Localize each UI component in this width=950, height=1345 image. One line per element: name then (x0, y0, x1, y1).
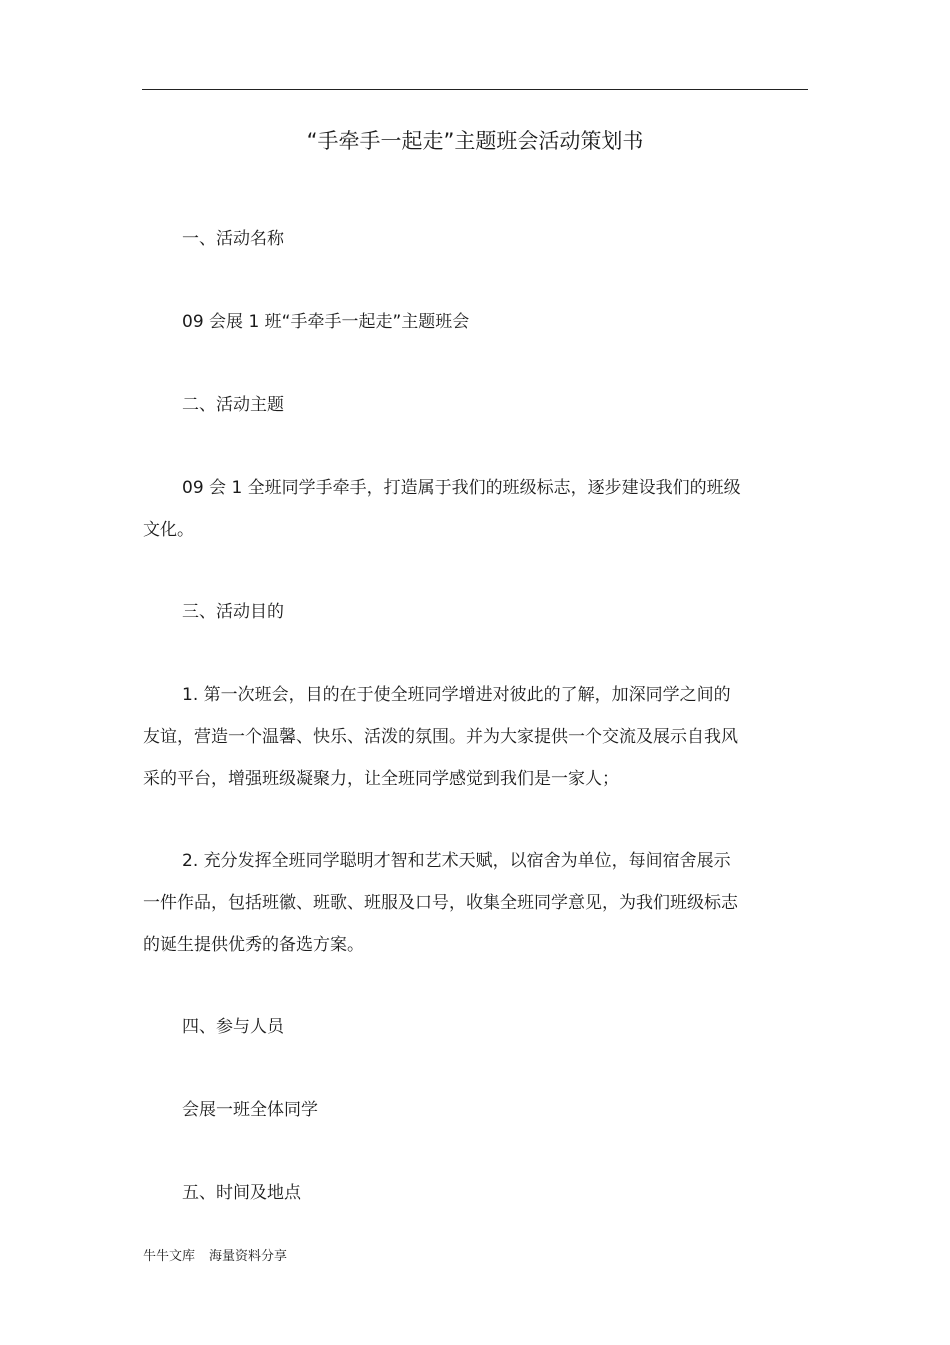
paragraph-line: 会展一班全体同学 (182, 1100, 318, 1120)
header-rule (142, 89, 808, 90)
section-heading-activity-purpose: 三、活动目的 (182, 602, 284, 622)
paragraph-line: 一件作品，包括班徽、班歌、班服及口号，收集全班同学意见，为我们班级标志 (143, 893, 738, 913)
section-heading-participants: 四、参与人员 (182, 1017, 284, 1037)
section-heading-activity-name: 一、活动名称 (182, 229, 284, 249)
paragraph-line: 友谊，营造一个温馨、快乐、活泼的氛围。并为大家提供一个交流及展示自我风 (143, 727, 738, 747)
footer-site-name: 牛牛文库 (143, 1249, 196, 1264)
paragraph-line: 文化。 (143, 520, 194, 540)
footer-slogan: 海量资料分享 (209, 1249, 288, 1264)
paragraph-line: 2. 充分发挥全班同学聪明才智和艺术天赋，以宿舍为单位，每间宿舍展示 (182, 851, 731, 871)
document-title: “手牵手一起走”主题班会活动策划书 (306, 129, 644, 153)
section-heading-time-and-place: 五、时间及地点 (182, 1183, 301, 1203)
section-heading-activity-theme: 二、活动主题 (182, 395, 284, 415)
paragraph-line: 09 会 1 全班同学手牵手，打造属于我们的班级标志，逐步建设我们的班级 (182, 478, 741, 498)
paragraph-line: 09 会展 1 班“手牵手一起走”主题班会 (182, 312, 470, 332)
paragraph-line: 1. 第一次班会，目的在于使全班同学增进对彼此的了解，加深同学之间的 (182, 685, 731, 705)
paragraph-line: 采的平台，增强班级凝聚力，让全班同学感觉到我们是一家人； (143, 769, 619, 789)
paragraph-line: 的诞生提供优秀的备选方案。 (143, 935, 364, 955)
page-footer (143, 1248, 287, 1266)
